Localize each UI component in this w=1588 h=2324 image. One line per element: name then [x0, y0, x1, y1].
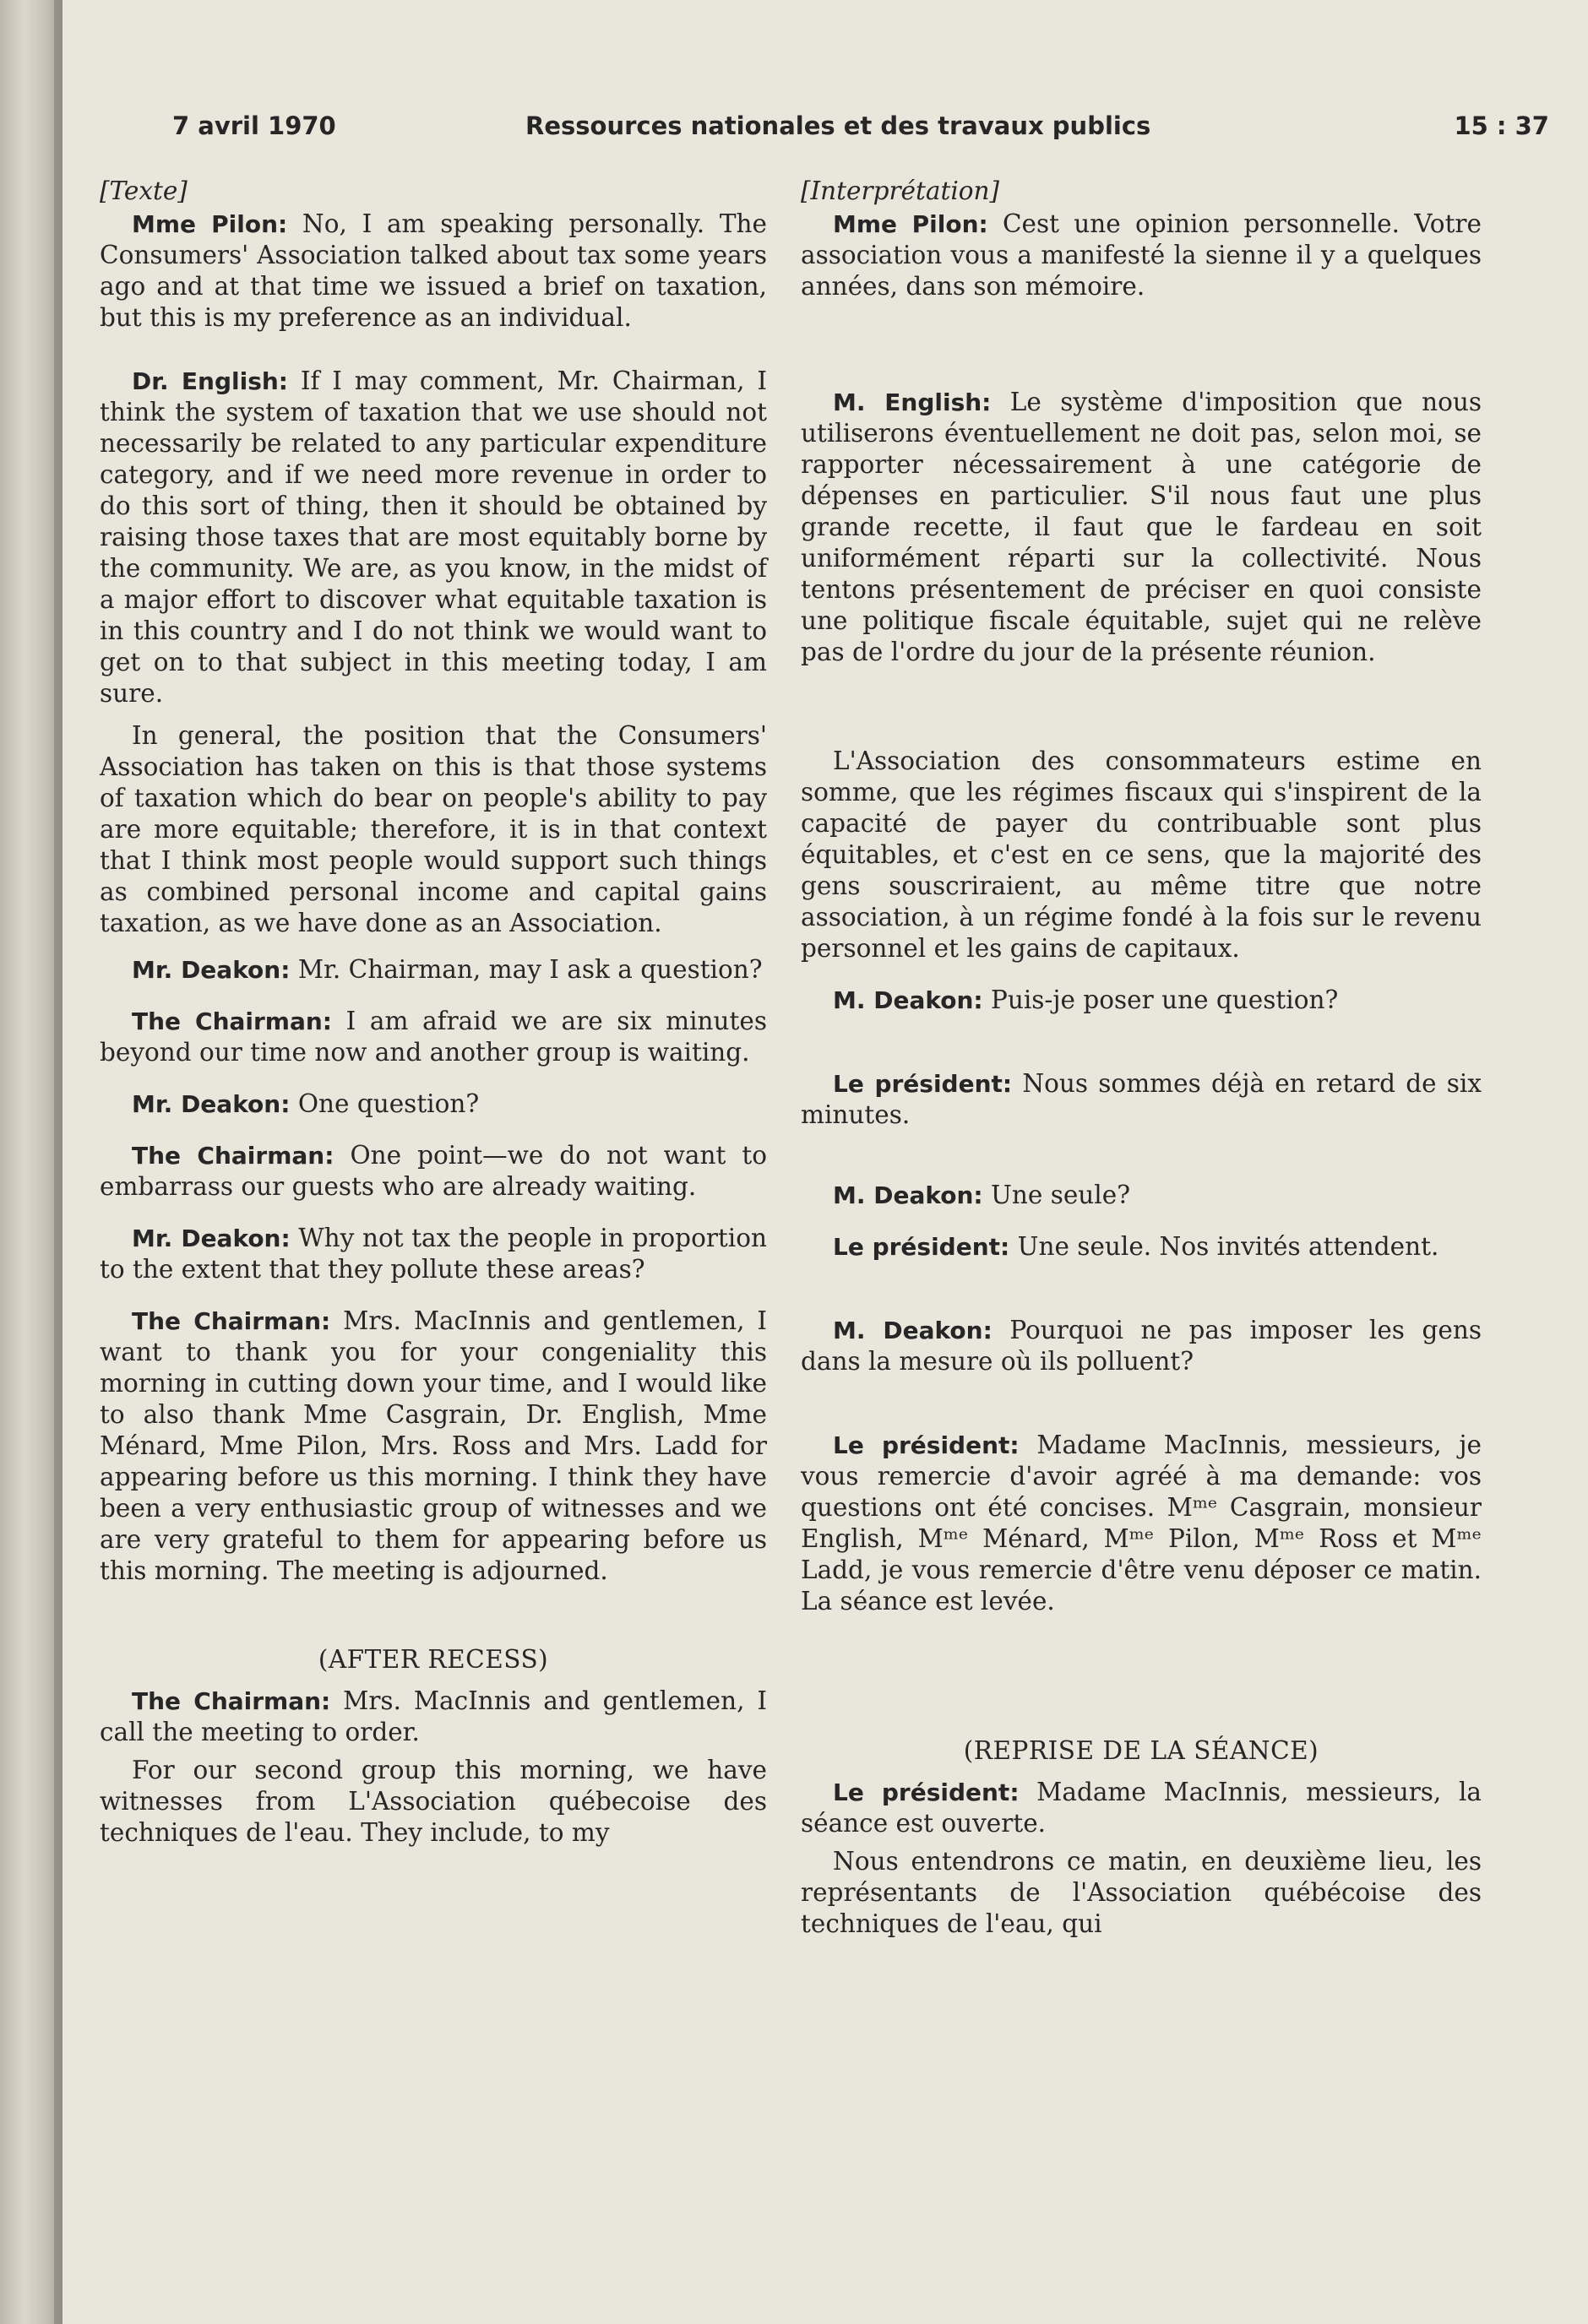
speaker-label: Mme Pilon:	[833, 210, 988, 238]
speech-text: Pourquoi ne pas imposer les gens dans la mesure où ils polluent?	[801, 1316, 1482, 1376]
speaker-label: Mme Pilon:	[132, 210, 288, 238]
running-header	[172, 111, 1549, 145]
speech-text: L'Association des consommateurs estime en somme, que les régimes fiscaux qui s'inspirent de la capacité de payer du contribuable sont plus équitables, et c'est en ce sens, que la majorité des gens souscriraient, au même titre que notre association, à un régime fondé à la fois sur le revenu personnel et les gains de capitaux.	[801, 747, 1482, 963]
speaker-label: Mr. Deakon:	[132, 1090, 291, 1118]
speech-text: Cest une opinion personnelle. Votre association vous a manifesté la sienne il y a quelques années, dans son mémoire.	[801, 209, 1482, 301]
speaker-label: The Chairman:	[132, 1687, 331, 1715]
paragraph	[100, 209, 767, 334]
speech-text: Nous sommes déjà en retard de six minutes.	[801, 1069, 1482, 1129]
speaker-label: M. Deakon:	[833, 1181, 983, 1209]
paragraph	[801, 209, 1482, 302]
speech-text: Nous entendrons ce matin, en deuxième lieu, les représentants de l'Association québécoise des techniques de l'eau, qui	[801, 1847, 1482, 1938]
speech-text: Madame MacInnis, messieurs, je vous remercie d'avoir agréé à ma demande: vos questions ont été concises. Mᵐᵉ Casgrain, monsieur English, Mᵐᵉ Ménard, Mᵐᵉ Pilon, Mᵐᵉ Ross et Mᵐᵉ Ladd, je vous remercie d'être venu déposer ce matin. La séance est levée.	[801, 1431, 1482, 1615]
speech-text: Mrs. MacInnis and gentlemen, I want to thank you for your congeniality this morning in cutting down your time, and I would like to also thank Mme Casgrain, Dr. English, Mme Ménard, Mme Pilon, Mrs. Ross and Mrs. Ladd for appearing before us this morning. I think they have been a very enthusiastic group of witnesses and we are very grateful to them for appearing before us this morning. The meeting is adjourned.	[100, 1306, 767, 1585]
paragraph	[801, 1777, 1482, 1839]
paragraph	[801, 985, 1482, 1016]
speaker-label: Le président:	[833, 1778, 1020, 1806]
speech-text: One point—we do not want to embarrass our guests who are already waiting.	[100, 1141, 767, 1201]
speaker-label: Dr. English:	[132, 367, 289, 395]
speech-text: If I may comment, Mr. Chairman, I think the system of taxation that we use should not necessarily be related to any particular expenditure category, and if we need more revenue in order to do this sort of thing, then it should be obtained by raising those taxes that are most equitably borne by the community. We are, as you know, in the midst of a major effort to discover what equitable taxation is in this country and I do not think we would want to get on to that subject in this meeting today, I am sure.	[100, 367, 767, 708]
speaker-label: The Chairman:	[132, 1307, 331, 1335]
speech-text: I am afraid we are six minutes beyond our time now and another group is waiting.	[100, 1007, 767, 1067]
speech-text: Mrs. MacInnis and gentlemen, I call the meeting to order.	[100, 1686, 767, 1746]
paragraph	[100, 1686, 767, 1748]
speech-text: Puis-je poser une question?	[982, 986, 1339, 1014]
paragraph	[100, 954, 767, 986]
paragraph	[100, 1006, 767, 1068]
speaker-label: Le président:	[833, 1431, 1020, 1459]
speech-text: Une seule. Nos invités attendent.	[1009, 1232, 1439, 1261]
paragraph	[100, 720, 767, 939]
paragraph	[100, 1223, 767, 1285]
paragraph	[100, 1306, 767, 1587]
paragraph	[100, 1755, 767, 1849]
speaker-label: M. English:	[833, 388, 992, 416]
speech-text: Le système d'imposition que nous utiliserons éventuellement ne doit pas, selon moi, se rapporter nécessairement à une catégorie de dépenses en particulier. S'il nous faut une plus grande recette, il faut que le fardeau en soit uniformément réparti sur la collectivité. Nous tentons présentement de préciser en quoi consiste une politique fiscale équitable, sujet qui ne relève pas de l'ordre du jour de la présente réunion.	[801, 388, 1482, 666]
text-marker: [Texte]	[100, 176, 188, 205]
english-column	[100, 176, 767, 1849]
paragraph	[801, 1068, 1482, 1131]
speech-text: Why not tax the people in proportion to the extent that they pollute these areas?	[100, 1224, 767, 1284]
speech-text: In general, the position that the Consumers' Association has taken on this is that those systems of taxation which do bear on people's ability to pay are more equitable; therefore, it is in that context that I think most people would support such things as combined personal income and capital gains taxation, as we have done as an Association.	[100, 721, 767, 937]
header-page-number: 15 : 37	[1454, 111, 1549, 140]
spine-shadow	[54, 0, 63, 2324]
speaker-label: Le président:	[833, 1070, 1013, 1098]
paragraph	[801, 746, 1482, 964]
paragraph	[801, 1180, 1482, 1211]
paragraph	[801, 1846, 1482, 1940]
paragraph	[100, 1140, 767, 1203]
speaker-label: M. Deakon:	[833, 986, 983, 1014]
speech-text: Madame MacInnis, messieurs, la séance est ouverte.	[801, 1778, 1482, 1838]
speech-text: Mr. Chairman, may I ask a question?	[290, 955, 763, 984]
paragraph	[801, 1231, 1482, 1262]
section-heading: (AFTER RECESS)	[318, 1645, 549, 1674]
section-heading: (REPRISE DE LA SÉANCE)	[963, 1736, 1319, 1765]
paragraph	[801, 1430, 1482, 1617]
speaker-label: Le président:	[833, 1233, 1010, 1261]
speaker-label: Mr. Deakon:	[132, 1224, 291, 1252]
speech-text: Une seule?	[982, 1181, 1131, 1209]
paragraph	[100, 1089, 767, 1120]
speaker-label: M. Deakon:	[833, 1317, 993, 1344]
speech-text: One question?	[290, 1089, 480, 1118]
paragraph	[801, 387, 1482, 668]
speech-text: For our second group this morning, we have witnesses from L'Association québecoise des techniques de l'eau. They include, to my	[100, 1756, 767, 1847]
speech-text: No, I am speaking personally. The Consumers' Association talked about tax some years ago and at that time we issued a brief on taxation, but this is my preference as an individual.	[100, 209, 767, 332]
speaker-label: The Chairman:	[132, 1142, 334, 1170]
french-column	[801, 176, 1482, 1940]
header-title: Ressources nationales et des travaux publics	[525, 111, 1151, 140]
header-date: 7 avril 1970	[172, 111, 336, 140]
interpretation-marker: [Interprétation]	[801, 176, 1000, 205]
paragraph	[100, 366, 767, 709]
paragraph	[801, 1315, 1482, 1377]
speaker-label: The Chairman:	[132, 1007, 332, 1035]
speaker-label: Mr. Deakon:	[132, 956, 291, 984]
